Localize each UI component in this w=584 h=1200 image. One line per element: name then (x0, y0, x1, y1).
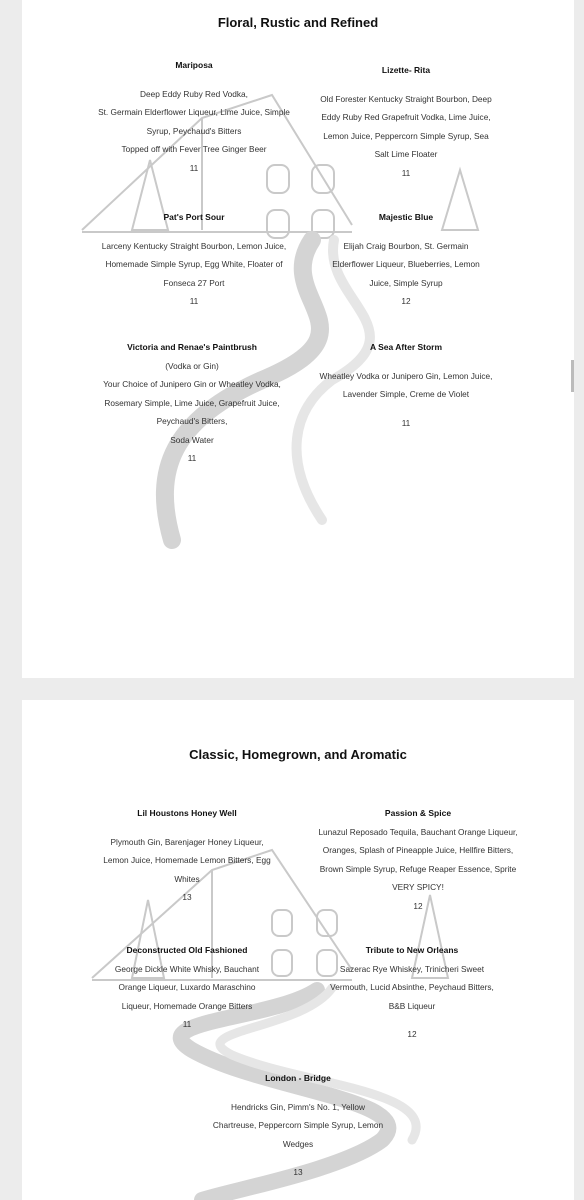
item-line: Plymouth Gin, Barenjager Honey Liqueur, (110, 836, 264, 847)
item-name: Mariposa (175, 60, 213, 70)
item-line: Whites (174, 873, 200, 884)
item-line: Oranges, Splash of Pineapple Juice, Hellfire Bitters, (322, 845, 514, 855)
item-line: Orange Liqueur, Luxardo Maraschino (118, 982, 256, 992)
item-line: Chartreuse, Peppercorn Simple Syrup, Lemon (212, 1120, 384, 1130)
item-name: Lizette- Rita (381, 65, 431, 75)
item-line: Soda Water (170, 434, 214, 445)
menu-item (74, 338, 310, 468)
item-name: Pat's Port Sour (163, 212, 225, 222)
item-line: Old Forester Kentucky Straight Bourbon, Deep (320, 93, 492, 104)
item-name: Victoria and Renae's Paintbrush (127, 342, 257, 352)
item-line: Deep Eddy Ruby Red Vodka, (140, 88, 248, 99)
item-price: 11 (182, 1019, 192, 1029)
item-line: Lemon Juice, Peppercorn Simple Syrup, Sea (323, 130, 489, 141)
item-name: Tribute to New Orleans (365, 945, 459, 955)
item-line: VERY SPICY! (392, 882, 444, 892)
item-line: Brown Simple Syrup, Refuge Reaper Essence, Sprite (319, 863, 517, 874)
item-line: Sazerac Rye Whiskey, Trinicheri Sweet (339, 963, 485, 974)
item-price: 11 (189, 296, 199, 306)
menu-item (306, 208, 506, 311)
item-name: A Sea After Storm (369, 342, 443, 352)
item-name: Passion & Spice (384, 808, 452, 818)
item-name: Deconstructed Old Fashioned (126, 945, 248, 955)
item-line: Liqueur, Homemade Orange Bitters (121, 1000, 253, 1011)
item-line: Your Choice of Junipero Gin or Wheatley Vodka, (103, 379, 281, 389)
item-price: 11 (401, 167, 411, 178)
item-line: Topped off with Fever Tree Ginger Beer (121, 144, 267, 154)
item-line: Larceny Kentucky Straight Bourbon, Lemon Juice, (101, 240, 287, 251)
menu-item (198, 1069, 398, 1182)
item-line: Juice, Simple Syrup (369, 277, 443, 288)
menu-item (74, 56, 314, 177)
item-line: Eddy Ruby Red Grapefruit Vodka, Lime Juice, (321, 112, 491, 122)
item-line: Wheatley Vodka or Junipero Gin, Lemon Juice, (319, 370, 493, 381)
item-name: London - Bridge (265, 1073, 331, 1083)
menu-item (294, 338, 518, 432)
item-price: 13 (182, 892, 192, 902)
item-line: Peychaud's Bitters, (156, 416, 228, 426)
item-price: 13 (293, 1167, 303, 1177)
menu-page-2 (22, 700, 574, 1200)
item-line: Elijah Craig Bourbon, St. Germain (343, 240, 469, 251)
item-line: Wedges (282, 1138, 314, 1149)
item-line: (Vodka or Gin) (165, 360, 219, 371)
item-line: Lemon Juice, Homemade Lemon Bitters, Egg (103, 855, 271, 865)
menu-item (294, 61, 518, 182)
section-title: Floral, Rustic and Refined (217, 15, 379, 30)
menu-item (292, 804, 544, 915)
item-line: George Dickle White Whisky, Bauchant (114, 963, 260, 974)
item-line: Lavender Simple, Creme de Violet (342, 389, 470, 399)
item-line: Rosemary Simple, Lime Juice, Grapefruit Juice, (104, 397, 280, 408)
item-line: Syrup, Peychaud's Bitters (146, 125, 242, 136)
item-name: Lil Houstons Honey Well (137, 808, 237, 818)
item-line: Lunazul Reposado Tequila, Bauchant Orange Liqueur, (318, 826, 518, 837)
item-name: Majestic Blue (378, 212, 434, 222)
item-line: Hendricks Gin, Pimm's No. 1, Yellow (231, 1101, 365, 1112)
item-price: 12 (401, 296, 411, 306)
page-edge-mark (571, 360, 574, 392)
item-price: 11 (401, 417, 411, 428)
menu-item (72, 804, 302, 907)
item-line: Vermouth, Lucid Absinthe, Peychaud Bitters, (330, 982, 494, 992)
item-line: Fonseca 27 Port (163, 277, 225, 288)
item-line: B&B Liqueur (388, 1000, 436, 1011)
item-line: Homemade Simple Syrup, Egg White, Floater of (105, 259, 283, 269)
menu-item (74, 208, 314, 311)
section-title: Classic, Homegrown, and Aromatic (189, 747, 407, 762)
menu-page-1 (22, 0, 574, 678)
item-price: 12 (413, 900, 423, 911)
menu-item (312, 941, 512, 1044)
item-price: 11 (187, 453, 197, 463)
menu-item (82, 941, 292, 1034)
item-price: 11 (189, 162, 199, 173)
item-price: 12 (407, 1029, 417, 1039)
item-line: St. Germain Elderflower Liqueur, Lime Juice, Simple (98, 107, 290, 117)
item-line: Salt Lime Floater (374, 149, 438, 159)
item-line: Elderflower Liqueur, Blueberries, Lemon (332, 259, 480, 269)
